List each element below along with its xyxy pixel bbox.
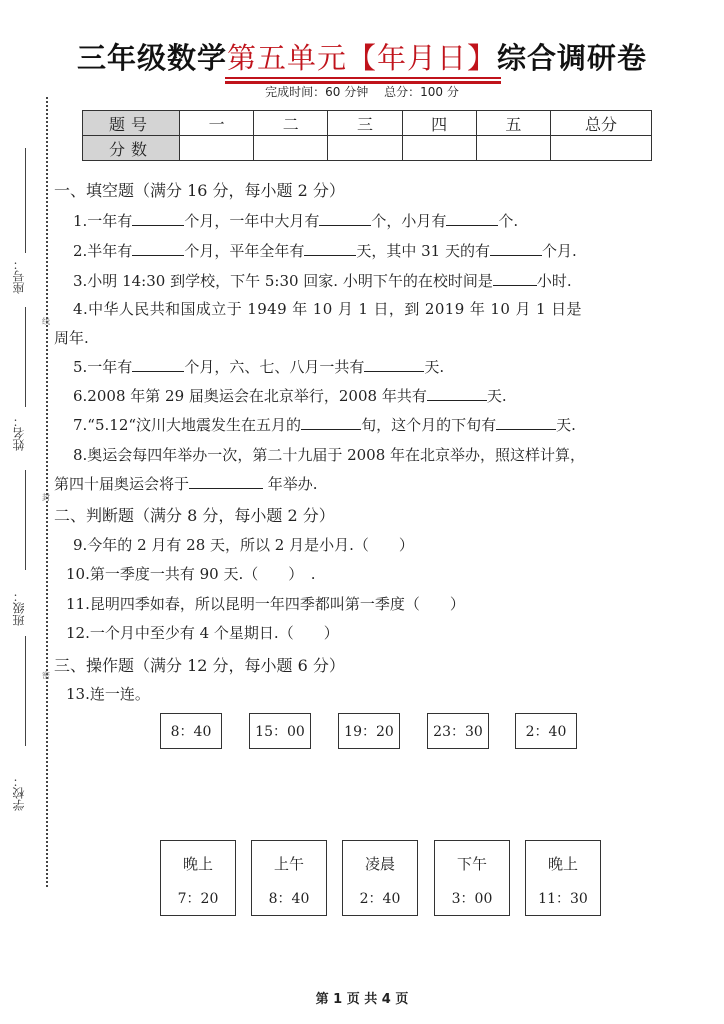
score-table-cell: 题号 <box>83 111 180 136</box>
answer-blank[interactable] <box>446 211 498 226</box>
period-box[interactable] <box>342 840 418 916</box>
answer-blank[interactable] <box>490 241 542 256</box>
period-label: 晚上 <box>547 855 578 873</box>
score-table-cell: 三 <box>328 111 402 136</box>
answer-blank[interactable] <box>301 415 361 430</box>
score-table-cell: 二 <box>254 111 328 136</box>
class-label: 班级： <box>12 590 26 626</box>
period-time: 2：40 <box>359 891 401 907</box>
exam-title <box>0 36 724 77</box>
period-label: 上午 <box>273 855 304 873</box>
school-label: 学校： <box>12 775 26 811</box>
score-entry-cell[interactable] <box>476 136 550 161</box>
time-box[interactable]: 23：30 <box>427 713 489 749</box>
time-box[interactable]: 8：40 <box>160 713 222 749</box>
time-box[interactable]: 2：40 <box>515 713 577 749</box>
period-box[interactable] <box>160 840 236 916</box>
period-label: 凌晨 <box>364 855 395 873</box>
question-11: 11.昆明四季如春，所以昆明一年四季都叫第一季度（ ） <box>66 595 465 613</box>
answer-blank[interactable] <box>304 241 356 256</box>
question-8-cont: 第四十届奥运会将于 年举办. <box>54 475 318 493</box>
answer-blank[interactable] <box>132 357 184 372</box>
score-table-score-row <box>83 136 652 161</box>
period-label: 晚上 <box>182 855 213 873</box>
exam-meta <box>0 83 724 100</box>
question-12: 12.一个月中至少有 4 个星期日.（ ） <box>66 624 339 642</box>
question-5: 5.一年有 个月，六、七、八月一共有 天. <box>73 358 445 376</box>
time-box[interactable]: 19：20 <box>338 713 400 749</box>
score-table-cell: 五 <box>476 111 550 136</box>
answer-blank[interactable] <box>132 211 184 226</box>
period-box[interactable] <box>434 840 510 916</box>
score-table-cell: 总分 <box>551 111 652 136</box>
page-number: 第 1 页 共 4 页 <box>315 992 409 1007</box>
margin-rule <box>25 148 26 253</box>
line-mark: 线 <box>42 317 50 326</box>
secret-mark: 密 <box>42 671 50 680</box>
period-time: 3：00 <box>451 891 493 907</box>
title-prefix: 三年级数学 <box>76 41 227 75</box>
time-box[interactable]: 15：00 <box>249 713 311 749</box>
seat-label: 座号： <box>12 258 26 294</box>
period-box[interactable] <box>525 840 601 916</box>
answer-blank[interactable] <box>364 357 424 372</box>
answer-blank[interactable] <box>427 386 487 401</box>
score-table-cell: 一 <box>180 111 254 136</box>
score-entry-cell[interactable] <box>328 136 402 161</box>
seal-mark: 封 <box>42 493 50 502</box>
score-table <box>82 110 652 161</box>
answer-blank[interactable] <box>132 241 184 256</box>
score-entry-cell[interactable] <box>180 136 254 161</box>
question-7: 7.“5.12“汶川大地震发生在五月的 旬，这个月的下旬有 天. <box>73 416 576 434</box>
title-highlight: 第五单元【年月日】 <box>226 41 497 75</box>
margin-rule <box>25 470 26 570</box>
score-entry-cell[interactable] <box>551 136 652 161</box>
question-6: 6.2008 年第 29 届奥运会在北京举行，2008 年共有 天. <box>73 387 507 405</box>
score-entry-cell[interactable] <box>402 136 476 161</box>
name-label: 姓名： <box>12 415 26 451</box>
question-8: 8.奥运会每四年举办一次，第二十九届于 2008 年在北京举办，照这样计算， <box>73 446 586 464</box>
period-time: 11：30 <box>538 891 588 907</box>
answer-blank[interactable] <box>493 271 537 286</box>
question-10: 10.第一季度一共有 90 天.（ ） . <box>66 565 316 583</box>
question-1: 1.一年有 个月，一年中大月有 个，小月有 个. <box>73 212 519 230</box>
answer-blank[interactable] <box>189 474 263 489</box>
time-limit: 完成时间：60 分钟 <box>265 85 369 99</box>
section-heading-fill-blank: 一、填空题（满分 16 分，每小题 2 分） <box>54 181 345 200</box>
margin-rule <box>25 636 26 746</box>
section-heading-operation: 三、操作题（满分 12 分，每小题 6 分） <box>54 656 345 675</box>
period-time: 7：20 <box>177 891 219 907</box>
score-entry-cell[interactable] <box>254 136 328 161</box>
score-table-cell: 四 <box>402 111 476 136</box>
question-9: 9.今年的 2 月有 28 天，所以 2 月是小月.（ ） <box>73 536 414 554</box>
title-suffix: 综合调研卷 <box>497 41 648 75</box>
period-box[interactable] <box>251 840 327 916</box>
question-4: 4.中华人民共和国成立于 1949 年 10 月 1 日，到 2019 年 10 月 1 日是 <box>73 300 582 318</box>
period-label: 下午 <box>456 855 487 873</box>
section-heading-true-false: 二、判断题（满分 8 分，每小题 2 分） <box>54 506 335 525</box>
total-score: 总分：100 分 <box>384 85 459 99</box>
answer-blank[interactable] <box>496 415 556 430</box>
score-table-header-row <box>83 111 652 136</box>
question-3: 3.小明 14:30 到学校，下午 5:30 回家. 小明下午的在校时间是 小时. <box>73 272 572 290</box>
question-4-cont: 周年. <box>54 329 89 347</box>
question-2: 2.半年有 个月，平年全年有 天，其中 31 天的有 个月. <box>73 242 577 260</box>
answer-blank[interactable] <box>319 211 371 226</box>
margin-rule <box>25 307 26 407</box>
question-13: 13.连一连。 <box>66 685 150 703</box>
score-table-cell: 分数 <box>83 136 180 161</box>
period-time: 8：40 <box>268 891 310 907</box>
